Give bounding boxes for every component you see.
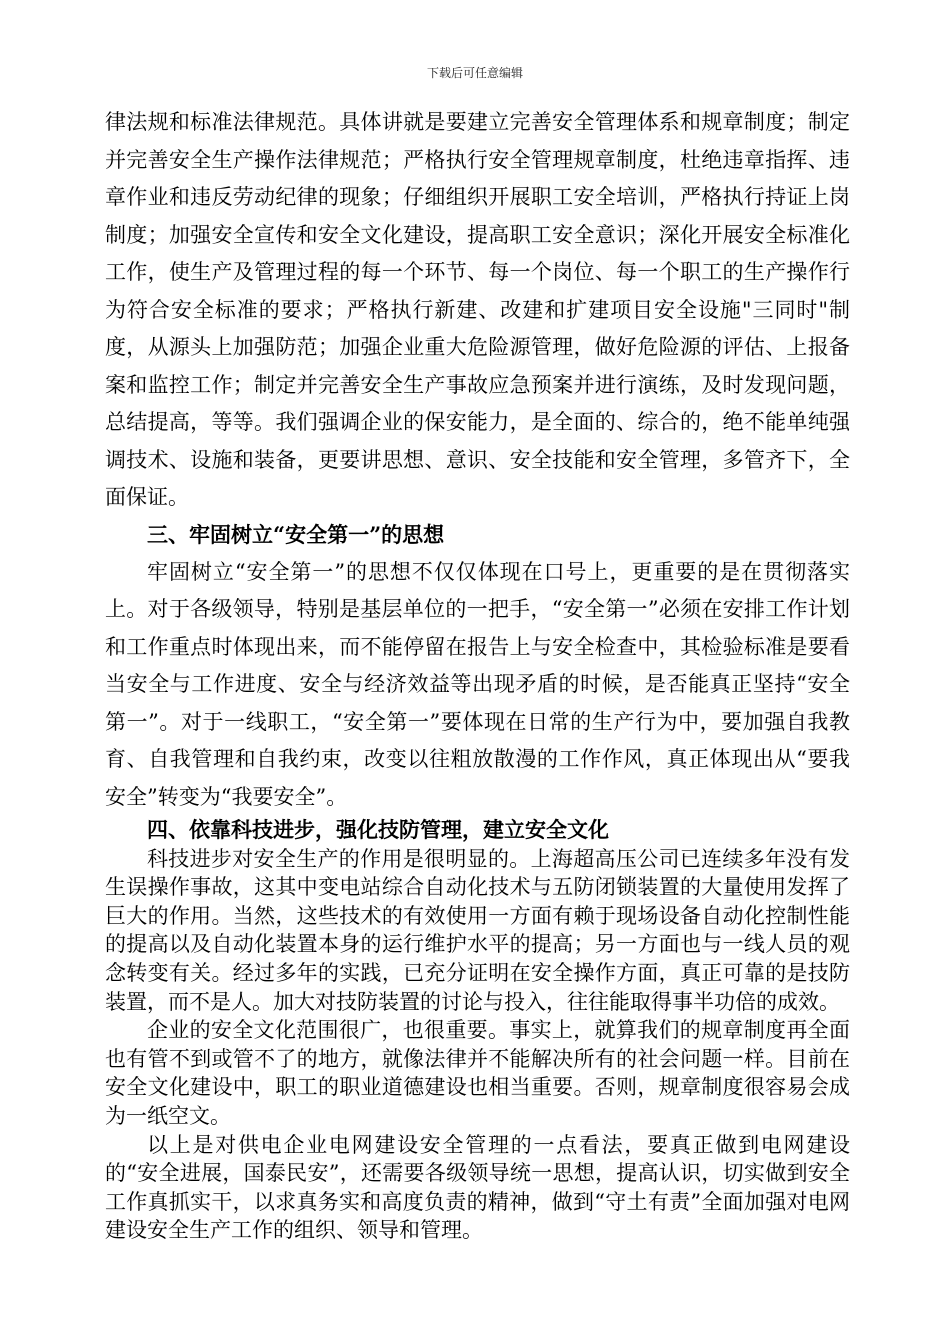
section-heading: 三、牢固树立“安全第一”的思想 <box>147 522 445 547</box>
section-4-block <box>105 816 850 1245</box>
body-paragraph: 以上是对供电企业电网建设安全管理的一点看法，要真正做到电网建设的“安全进展，国泰民安”，还需要各级领导统一思想，提高认识，切实做到安全工作真抓实干，以求真务实和高度负责的精神，做到“守土有责”全面加强对电网建设安全生产工作的组织、领导和管理。 <box>105 1132 850 1243</box>
section-3-block <box>105 516 850 816</box>
body-paragraph: 企业的安全文化范围很广，也很重要。事实上，就算我们的规章制度再全面也有管不到或管不了的地方，就像法律并不能解决所有的社会问题一样。目前在安全文化建设中，职工的职业道德建设也相当重要。否则，规章制度很容易会成为一纸空文。 <box>105 1018 850 1128</box>
section-heading: 四、依靠科技进步，强化技防管理，建立安全文化 <box>147 817 609 842</box>
page-header: 下载后可任意编辑 <box>426 66 523 80</box>
section-1-block <box>105 104 850 517</box>
body-paragraph: 科技进步对安全生产的作用是很明显的。上海超高压公司已连续多年没有发生误操作事故，这其中变电站综合自动化技术与五防闭锁装置的大量使用发挥了巨大的作用。当然，这些技术的有效使用一方面有赖于现场设备自动化控制性能的提高以及自动化装置本身的运行维护水平的提高；另一方面也与一线人员的观念转变有关。经过多年的实践，已充分证明在安全操作方面，真正可靠的是技防装置，而不是人。加大对技防装置的讨论与投入，往往能取得事半功倍的成效。 <box>105 846 850 1014</box>
body-paragraph: 牢固树立“安全第一”的思想不仅仅体现在口号上，更重要的是在贯彻落实上。对于各级领导，特别是基层单位的一把手，“安全第一”必须在安排工作计划和工作重点时体现出来，而不能停留在报告上与安全检查中，其检验标准是要看当安全与工作进度、安全与经济效益等出现矛盾的时候，是否能真正坚持“安全第一”。对于一线职工，“安全第一”要体现在日常的生产行为中，要加强自我教育、自我管理和自我约束，改变以往粗放散漫的工作作风，真正体现出从“要我安全”转变为“我要安全”。 <box>105 559 850 809</box>
body-paragraph: 律法规和标准法律规范。具体讲就是要建立完善安全管理体系和规章制度；制定并完善安全生产操作法律规范；严格执行安全管理规章制度，杜绝违章指挥、违章作业和违反劳动纪律的现象；仔细组织开展职工安全培训，严格执行持证上岗制度；加强安全宣传和安全文化建设，提高职工安全意识；深化开展安全标准化工作，使生产及管理过程的每一个环节、每一个岗位、每一个职工的生产操作行为符合安全标准的要求；严格执行新建、改建和扩建项目安全设施"三同时"制度，从源头上加强防范；加强企业重大危险源管理，做好危险源的评估、上报备案和监控工作；制定并完善安全生产事故应急预案并进行演练，及时发现问题，总结提高，等等。我们强调企业的保安能力，是全面的、综合的，绝不能单纯强调技术、设施和装备，更要讲思想、意识、安全技能和安全管理，多管齐下，全面保证。 <box>105 110 850 509</box>
